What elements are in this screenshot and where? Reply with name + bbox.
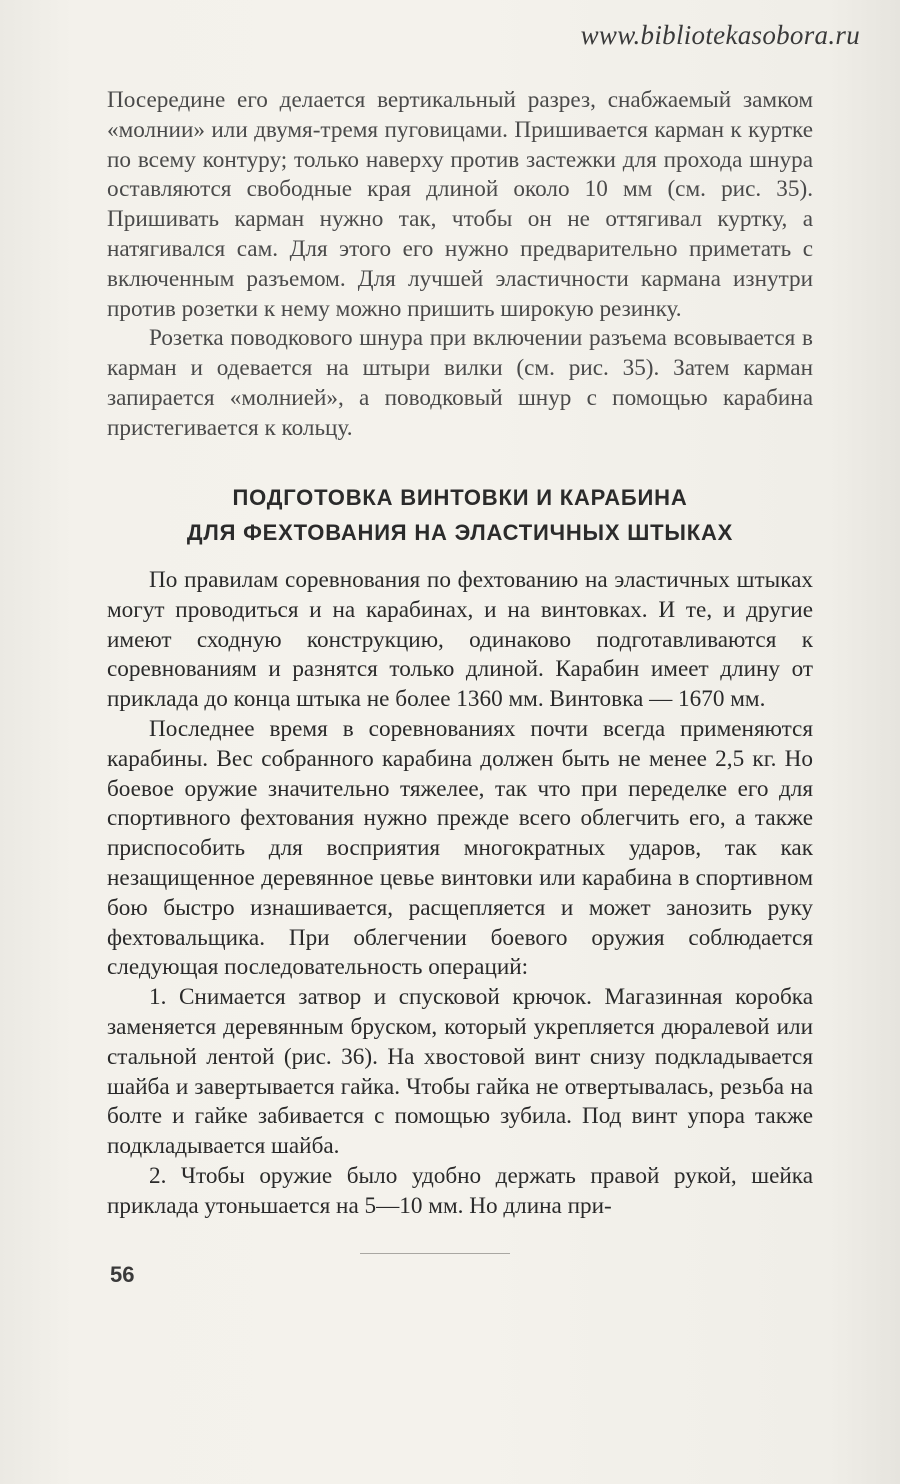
paragraph: Посередине его делается вертикальный разрез, снабжаемый замком «молнии» или двумя-тремя пуговицами. Пришивается карман к куртке по всему контуру; только наверху против застежки для прохода шнура оставляются свободные края длиной около 10 мм (см. рис. 35). Пришивать карман нужно так, чтобы он не оттягивал куртку, а натягивался сам. Для этого его нужно предварительно приметать с включенным разъемом. Для лучшей эластичности кармана изнутри против розетки к нему можно пришить широкую резинку. bbox=[107, 87, 813, 322]
paragraph: 1. Снимается затвор и спусковой крючок. Магазинная коробка заменяется деревянным бруском, который укрепляется дюралевой или стальной лентой (рис. 36). На хвостовой винт снизу подкладывается шайба и завертывается гайка. Чтобы гайка не отвертывалась, резьба на болте и гайке забивается с помощью зубила. Под винт упора также подкладывается шайба. bbox=[107, 984, 813, 1160]
paragraph: Розетка поводкового шнура при включении разъема всовывается в карман и одевается на штыри вилки (см. рис. 35). Затем карман запирается «молнией», а поводковый шнур с помощью карабина пристегивается к кольцу. bbox=[107, 325, 813, 441]
watermark-url: www.bibliotekasobora.ru bbox=[580, 20, 860, 50]
paragraph: 2. Чтобы оружие было удобно держать правой рукой, шейка приклада утоньшается на 5—10 мм. Но длина при- bbox=[107, 1162, 813, 1219]
paragraph: Последнее время в соревнованиях почти всегда применяются карабины. Вес собранного карабина должен быть не менее 2,5 кг. Но боевое оружие значительно тяжелее, так что при переделке его для спортивного фехтования нужно прежде всего облегчить его, а также приспособить для восприятия многократных ударов, так как незащищенное деревянное цевье винтовки или карабина в спортивном бою быстро изнашивается, расщепляется и может занозить руку фехтовальщика. При облегчении боевого оружия соблюдается следующая последовательность операций: bbox=[107, 715, 813, 981]
paragraph: По правилам соревнования по фехтованию на эластичных штыках могут проводиться и на карабинах, и на винтовках. И те, и другие имеют сходную конструкцию, одинаково подготавливаются к соревнованиям и разнятся только длиной. Карабин имеет длину от приклада до конца штыка не более 1360 мм. Винтовка — 1670 мм. bbox=[107, 567, 813, 713]
section-heading-line: ДЛЯ ФЕХТОВАНИЯ НА ЭЛАСТИЧНЫХ ШТЫКАХ bbox=[186, 520, 734, 545]
section-heading-line: ПОДГОТОВКА ВИНТОВКИ И КАРАБИНА bbox=[232, 485, 688, 510]
section-heading bbox=[107, 480, 813, 550]
footer-rule bbox=[360, 1253, 510, 1254]
page-number: 56 bbox=[110, 1262, 135, 1287]
main-text-block bbox=[107, 566, 813, 1222]
top-text-block bbox=[107, 86, 813, 444]
